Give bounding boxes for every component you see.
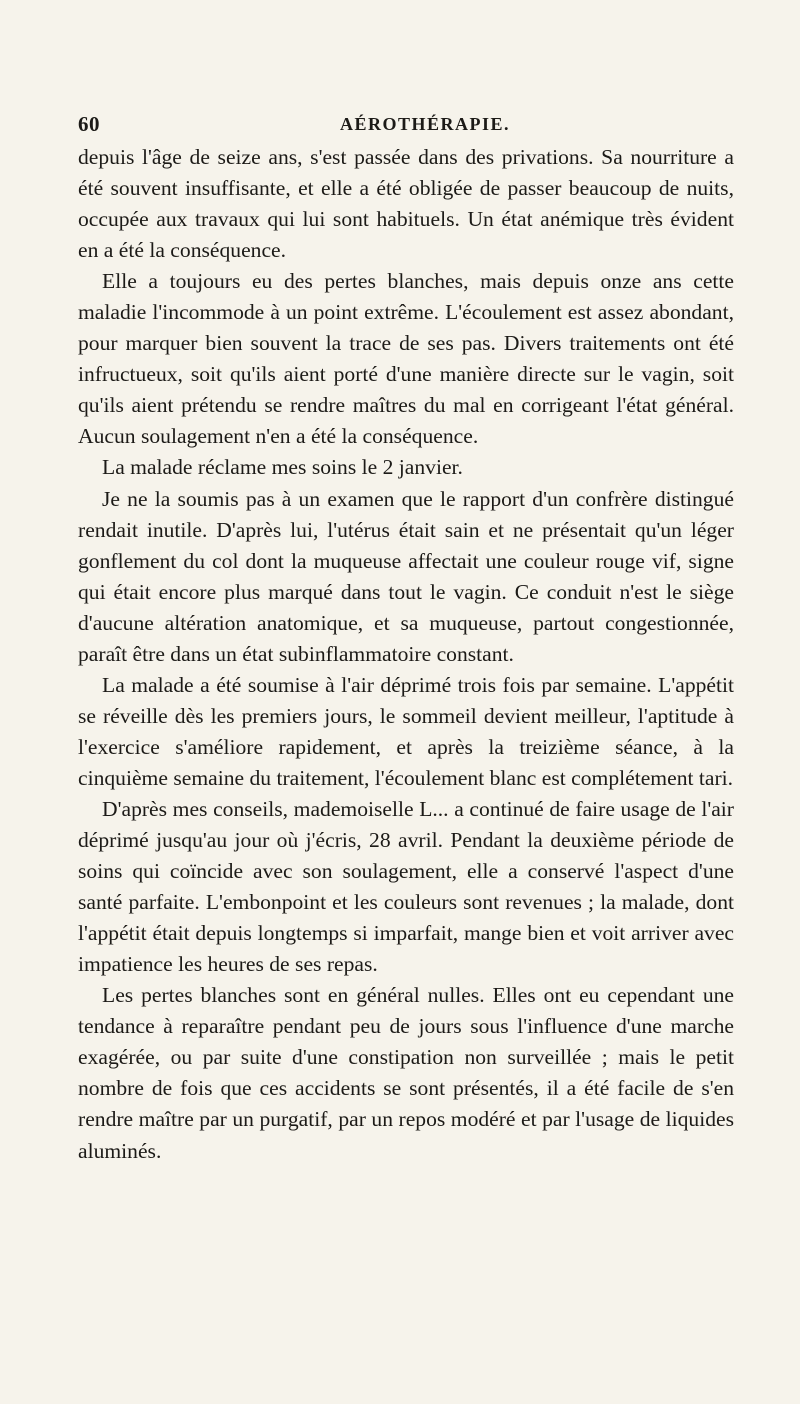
paragraph: D'après mes conseils, mademoiselle L... a continué de faire usage de l'air déprimé jusqu'au jour où j'écris, 28 avril. Pendant la deuxième période de soins qui coïncide avec son soulagement, elle a conservé l'aspect d'une santé parfaite. L'embonpoint et les couleurs sont revenues ; la malade, dont l'appétit était depuis longtemps si imparfait, mange bien et voit arriver avec impatience les heures de ses repas.: [78, 796, 734, 977]
page-header: [78, 112, 734, 142]
paragraph: Les pertes blanches sont en général nulles. Elles ont eu cependant une tendance à reparaître pendant peu de jours sous l'influence d'une marche exagérée, ou par suite d'une constipation non surveillée ; mais le petit nombre de fois que ces accidents se sont présentés, il a été facile de s'en rendre maître par un purgatif, par un repos modéré et par l'usage de liquides aluminés.: [78, 983, 734, 1163]
body-text: [78, 142, 734, 1167]
paragraph: La malade réclame mes soins le 2 janvier.: [102, 455, 463, 480]
paragraph-continuation: depuis l'âge de seize ans, s'est passée dans des privations. Sa nourriture a été souvent insuffisante, et elle a été obligée de passer beaucoup de nuits, occupée aux travaux qui lui sont habituels. Un état anémique très évident en a été la conséquence.: [78, 145, 734, 263]
running-title: AÉROTHÉRAPIE.: [340, 114, 511, 134]
paragraph: Elle a toujours eu des pertes blanches, mais depuis onze ans cette maladie l'incommode à un point extrême. L'écoulement est assez abondant, pour marquer bien souvent la trace de ses pas. Divers traitements ont été infructueux, soit qu'ils aient porté d'une manière directe sur le vagin, soit qu'ils aient prétendu se rendre maîtres du mal en corrigeant l'état général. Aucun soulagement n'en a été la conséquence.: [78, 269, 734, 449]
page-number: 60: [78, 112, 100, 136]
paragraph: Je ne la soumis pas à un examen que le rapport d'un confrère distingué rendait inutile. D'après lui, l'utérus était sain et ne présentait qu'un léger gonflement du col dont la muqueuse affectait une couleur rouge vif, signe qui était encore plus marqué dans tout le vagin. Ce conduit n'est le siège d'aucune altération anatomique, et sa muqueuse, partout congestionnée, paraît être dans un état subinflammatoire constant.: [78, 486, 734, 666]
paragraph: La malade a été soumise à l'air déprimé trois fois par semaine. L'appétit se réveille dès les premiers jours, le sommeil devient meilleur, l'aptitude à l'exercice s'améliore rapidement, et après la treizième séance, à la cinquième semaine du traitement, l'écoulement blanc est complétement tari.: [78, 672, 734, 790]
